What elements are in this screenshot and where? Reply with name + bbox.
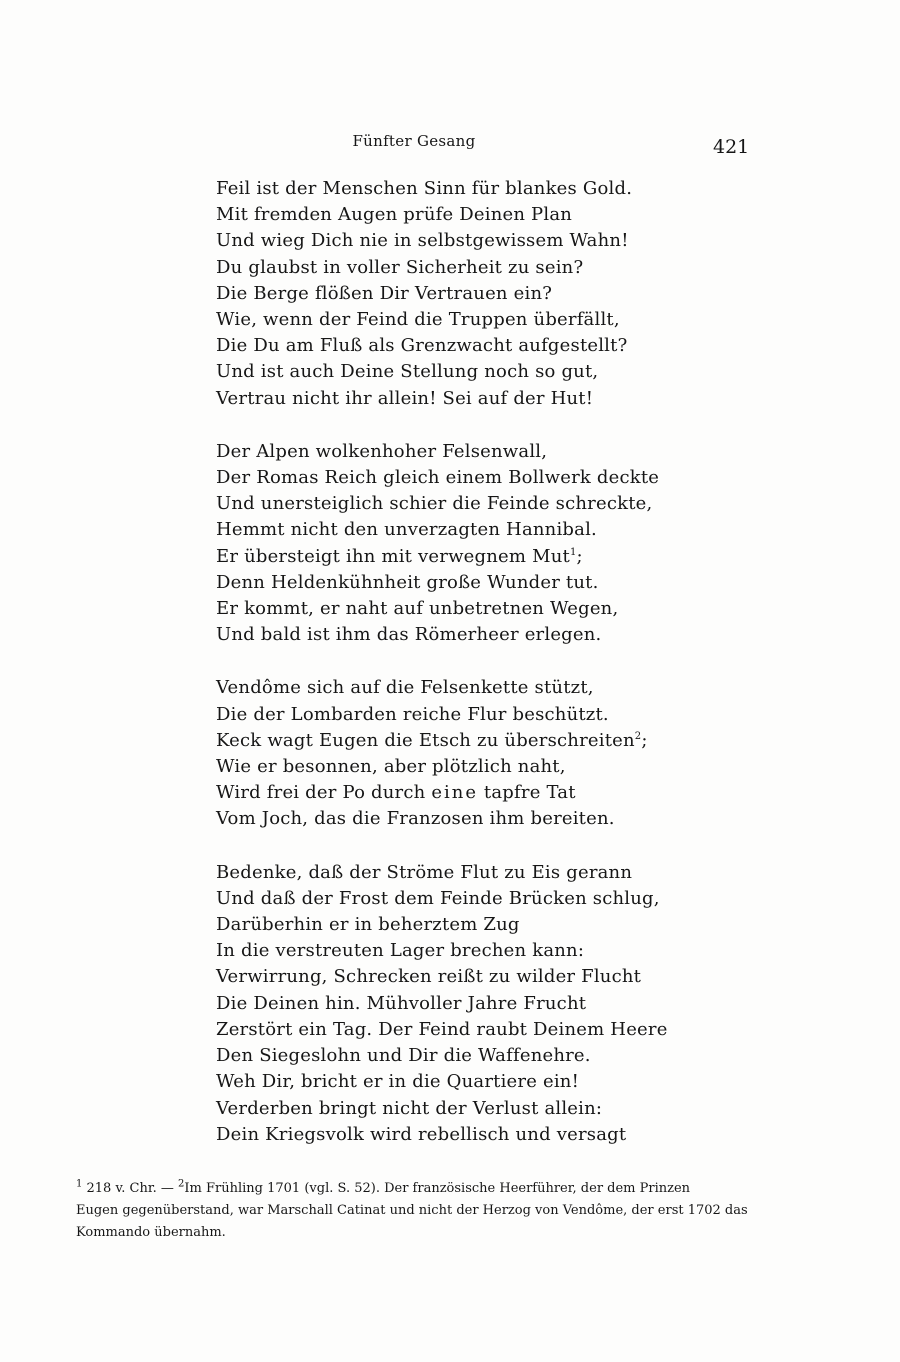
footnote-1-text: 218 v. Chr. — [82, 1181, 179, 1196]
verse-line: Und unersteiglich schier die Feinde schreckte, [216, 493, 653, 515]
verse-line: Zerstört ein Tag. Der Feind raubt Deinem Heere [216, 1018, 668, 1040]
verse-line [216, 728, 756, 754]
verse-line: Den Siegeslohn und Dir die Waffenehre. [216, 1045, 591, 1067]
verse-line [216, 544, 756, 570]
stanza-4 [216, 860, 756, 1148]
verse-line: Der Romas Reich gleich einem Bollwerk deckte [216, 467, 660, 489]
verse-line: Verwirrung, Schrecken reißt zu wilder Flucht [216, 966, 642, 988]
verse-line: Wie er besonnen, aber plötzlich naht, [216, 756, 566, 778]
verse-line: Verderben bringt nicht der Verlust allein: [216, 1097, 603, 1119]
verse-line: Darüberhin er in beherztem Zug [216, 914, 520, 936]
footnote-mark-1: 1 [76, 1178, 83, 1190]
poem-text [216, 176, 756, 1175]
footnote-line: Eugen gegenüberstand, war Marschall Catinat und nicht der Herzog von Vendôme, der erst 1702 das [76, 1203, 748, 1218]
verse-line: Bedenke, daß der Ströme Flut zu Eis gerann [216, 861, 633, 883]
verse-line: Hemmt nicht den unverzagten Hannibal. [216, 519, 597, 541]
verse-line: Dein Kriegsvolk wird rebellisch und versagt [216, 1123, 627, 1145]
verse-line: Weh Dir, bricht er in die Quartiere ein! [216, 1071, 580, 1093]
verse-line: Der Alpen wolkenhoher Felsenwall, [216, 440, 548, 462]
verse-line: Denn Heldenkühnheit große Wunder tut. [216, 571, 599, 593]
footnotes [76, 1178, 748, 1244]
verse-line: Vertrau nicht ihr allein! Sei auf der Hut! [216, 387, 594, 409]
verse-line: Und daß der Frost dem Feinde Brücken schlug, [216, 887, 660, 909]
verse-text: Wird frei der Po durch [216, 782, 432, 804]
footnote-ref-2: 2 [634, 730, 642, 742]
footnote-line [76, 1178, 741, 1200]
footnote-mark-2: 2 [178, 1178, 185, 1190]
stanza-3 [216, 675, 756, 832]
verse-text: Keck wagt Eugen die Etsch zu überschreiten [216, 729, 635, 751]
verse-line: Und ist auch Deine Stellung noch so gut, [216, 361, 599, 383]
verse-line: Die der Lombarden reiche Flur beschützt. [216, 703, 609, 725]
stanza-1 [216, 176, 756, 412]
footnote-line: Kommando übernahm. [76, 1225, 226, 1240]
footnote-2-text: Im Frühling 1701 (vgl. S. 52). Der französische Heerführer, der dem Prinzen [184, 1181, 691, 1196]
verse-line: Vom Joch, das die Franzosen ihm bereiten. [216, 808, 615, 830]
verse-line: Die Berge flößen Dir Vertrauen ein? [216, 282, 553, 304]
verse-text: tapfre Tat [478, 782, 576, 804]
verse-line: Er kommt, er naht auf unbetretnen Wegen, [216, 598, 619, 620]
verse-line: In die verstreuten Lager brechen kann: [216, 940, 585, 962]
verse-text: Er übersteigt ihn mit verwegnem Mut [216, 545, 570, 567]
verse-line: Wie, wenn der Feind die Truppen überfällt, [216, 309, 620, 331]
verse-line: Feil ist der Menschen Sinn für blankes Gold. [216, 178, 633, 199]
verse-line: Und wieg Dich nie in selbstgewissem Wahn! [216, 230, 629, 252]
verse-line: Die Deinen hin. Mühvoller Jahre Frucht [216, 992, 587, 1014]
running-title: Fünfter Gesang [352, 132, 476, 150]
verse-line [216, 780, 756, 806]
verse-punctuation: ; [576, 545, 583, 567]
emphasized-word: eine [431, 782, 479, 804]
verse-line: Die Du am Fluß als Grenzwacht aufgestellt? [216, 335, 628, 357]
page-number: 421 [713, 136, 750, 158]
verse-line: Mit fremden Augen prüfe Deinen Plan [216, 204, 573, 226]
verse-line: Und bald ist ihm das Römerheer erlegen. [216, 624, 602, 646]
verse-line: Du glaubst in voller Sicherheit zu sein? [216, 256, 584, 278]
stanza-2 [216, 439, 756, 649]
footnote-ref-1: 1 [569, 546, 577, 558]
verse-punctuation: ; [641, 729, 648, 751]
verse-line: Vendôme sich auf die Felsenkette stützt, [216, 677, 594, 699]
